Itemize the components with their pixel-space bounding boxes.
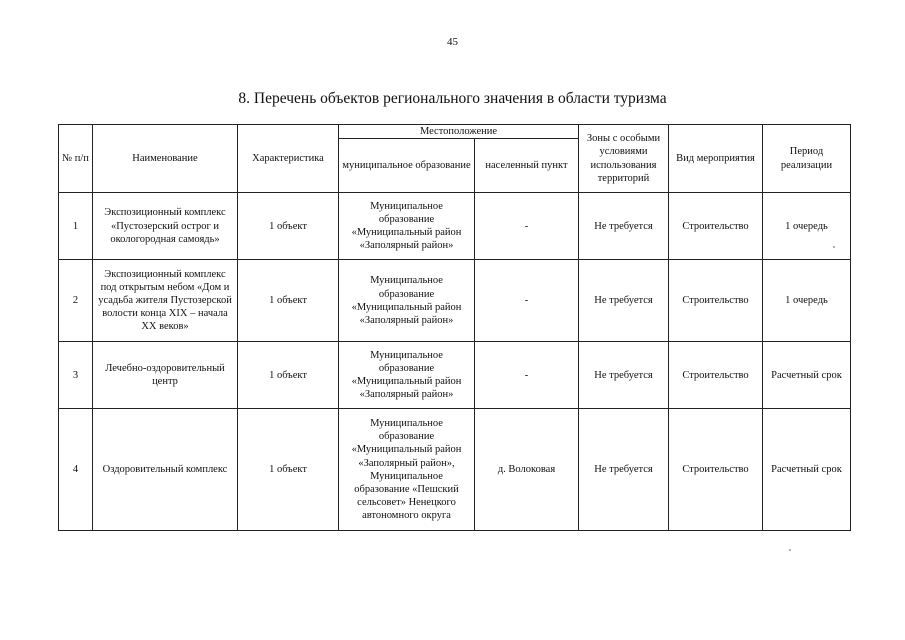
cell-zones: Не требуется [579, 409, 669, 531]
cell-municipality: Муниципальное образование «Муниципальный район «Заполярный район» [339, 342, 475, 409]
header-zones: Зоны с особыми условиями использования территорий [579, 125, 669, 193]
cell-characteristic: 1 объект [238, 409, 339, 531]
cell-zones: Не требуется [579, 193, 669, 260]
cell-activity: Строительство [669, 342, 763, 409]
cell-settlement: - [475, 193, 579, 260]
cell-period: Расчетный срок [763, 342, 851, 409]
table-row [59, 193, 851, 260]
cell-name: Лечебно-оздоровительный центр [93, 342, 238, 409]
cell-municipality: Муниципальное образование «Муниципальный район «Заполярный район», Муниципальное образование «Пешский сельсовет» Ненецкого автономного округа [339, 409, 475, 531]
cell-zones: Не требуется [579, 342, 669, 409]
cell-activity: Строительство [669, 260, 763, 342]
cell-municipality: Муниципальное образование «Муниципальный район «Заполярный район» [339, 260, 475, 342]
cell-characteristic: 1 объект [238, 193, 339, 260]
cell-period: Расчетный срок [763, 409, 851, 531]
cell-period: 1 очередь [763, 193, 851, 260]
scan-speck [833, 246, 835, 248]
cell-num: 3 [59, 342, 93, 409]
header-settlement: населенный пункт [475, 139, 579, 193]
cell-name: Экспозиционный комплекс под открытым небом «Дом и усадьба жителя Пустозерской волости конца XIX – начала XX веков» [93, 260, 238, 342]
cell-characteristic: 1 объект [238, 342, 339, 409]
table-row [59, 342, 851, 409]
cell-settlement: - [475, 342, 579, 409]
cell-num: 1 [59, 193, 93, 260]
cell-num: 2 [59, 260, 93, 342]
header-num: № п/п [59, 125, 93, 193]
cell-settlement: - [475, 260, 579, 342]
page-title: 8. Перечень объектов регионального значения в области туризма [238, 90, 667, 107]
scan-speck [789, 549, 791, 551]
header-name: Наименование [93, 125, 238, 193]
cell-zones: Не требуется [579, 260, 669, 342]
header-activity: Вид мероприятия [669, 125, 763, 193]
header-location: Местоположение [339, 125, 579, 139]
cell-name: Экспозиционный комплекс «Пустозерский острог и окологородная самоядь» [93, 193, 238, 260]
cell-settlement: д. Волоковая [475, 409, 579, 531]
table-row [59, 260, 851, 342]
header-period: Период реализации [763, 125, 851, 193]
table-row [59, 409, 851, 531]
header-characteristic: Характеристика [238, 125, 339, 193]
header-municipality: муниципальное образование [339, 139, 475, 193]
cell-characteristic: 1 объект [238, 260, 339, 342]
cell-name: Оздоровительный комплекс [93, 409, 238, 531]
cell-activity: Строительство [669, 193, 763, 260]
cell-period: 1 очередь [763, 260, 851, 342]
cell-municipality: Муниципальное образование «Муниципальный район «Заполярный район» [339, 193, 475, 260]
cell-activity: Строительство [669, 409, 763, 531]
tourism-objects-table [58, 124, 851, 531]
page-number: 45 [447, 36, 458, 48]
cell-num: 4 [59, 409, 93, 531]
